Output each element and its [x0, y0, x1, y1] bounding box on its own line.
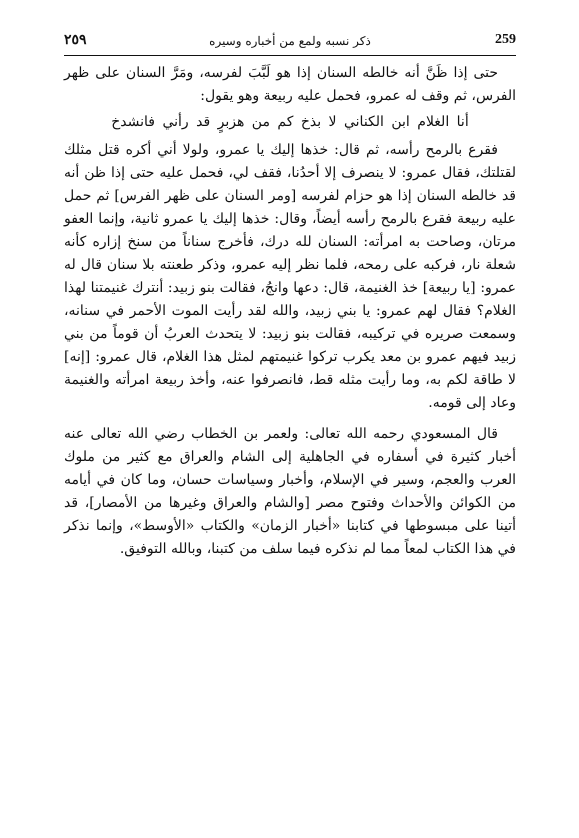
header-divider — [64, 55, 516, 56]
page-number-latin: 259 — [495, 32, 516, 47]
paragraph-intro: حتى إذا ظَنَّ أنه خالطه السنان إذا هو لَبَّبَ لفرسه، ومَرَّ السنان على ظهر الفرس، ثم وقف له عمرو، فحمل عليه ربيعة وهو يقول: — [64, 65, 516, 104]
paragraph-gap — [64, 415, 516, 423]
verse-line: أنا الغلام ابن الكناني لا بذخ كم من هزبرٍ قد رأني فانشدخ — [111, 114, 469, 130]
paragraph-story: فقرع بالرمح رأسه، ثم قال: خذها إليك يا عمرو، ولولا أني أكره قتل مثلك لقتلتك، فقال عمرو: لا ينصرف إلا أحدُنا، فقف لي، فحمل عليه حتى إذا ظن أنه قد خالطه السنان إذا هو حزام لفرسه [ومر السنان على ظهر الفرس] ثم حمل عليه ربيعة فقرع بالرمح رأسه أيضاً، وقال: خذها إليك يا عمرو ثانية، وإنما العفو مرتان، وصاحت به امرأته: السنان لله درك، فأخرج سناناً من سنخ إزاره كأنه شعلة نار، فركبه على رمحه، فلما نظر إليه عمرو، وذكر طعنته بلا سنان قال له عمرو: [يا ربيعة] خذ الغنيمة، قال: دعها وانجُ، فقالت بنو زبيد: أنترك غنيمتنا لهذا الغلام؟ فقال لهم عمرو: يا بني زبيد، والله لقد رأيت الموت الأحمر في سنانه، وسمعت صريره في تركيبه، فقالت بنو زبيد: لا يتحدث العربُ أن قوماً من بني زبيد فيهم عمرو بن معد يكرب تركوا غنيمتهم لمثل هذا الغلام، قال عمرو: [إنه] لا طاقة لكم به، وما رأيت مثله قط، فانصرفوا عنه، وأخذ ربيعة امرأته والغنيمة وعاد إلى قومه. — [64, 142, 516, 411]
page-number-arabic: ٢٥٩ — [64, 32, 87, 48]
main-text — [64, 62, 516, 561]
page-header — [64, 32, 516, 54]
paragraph-masudi: قال المسعودي رحمه الله تعالى: ولعمر بن الخطاب رضي الله تعالى عنه أخبار كثيرة في أسفاره في الجاهلية إلى الشام والعراق مع كثير من ملوك العرب والعجم، وسير في الإسلام، وأخبار وسياسات حسان، وما كان في أيامه من الكوائن والأحداث وفتوح مصر [والشام والعراق وغيرها من الأمصار]، قد أتينا على مبسوطها في كتابنا «أخبار الزمان» والكتاب «الأوسط»، وإنما نذكر في هذا الكتاب لمعاً مما لم نذكره فيما سلف من كتبنا، وبالله التوفيق. — [64, 426, 516, 557]
running-title: ذكر نسبه ولمع من أخباره وسيره — [209, 34, 371, 48]
